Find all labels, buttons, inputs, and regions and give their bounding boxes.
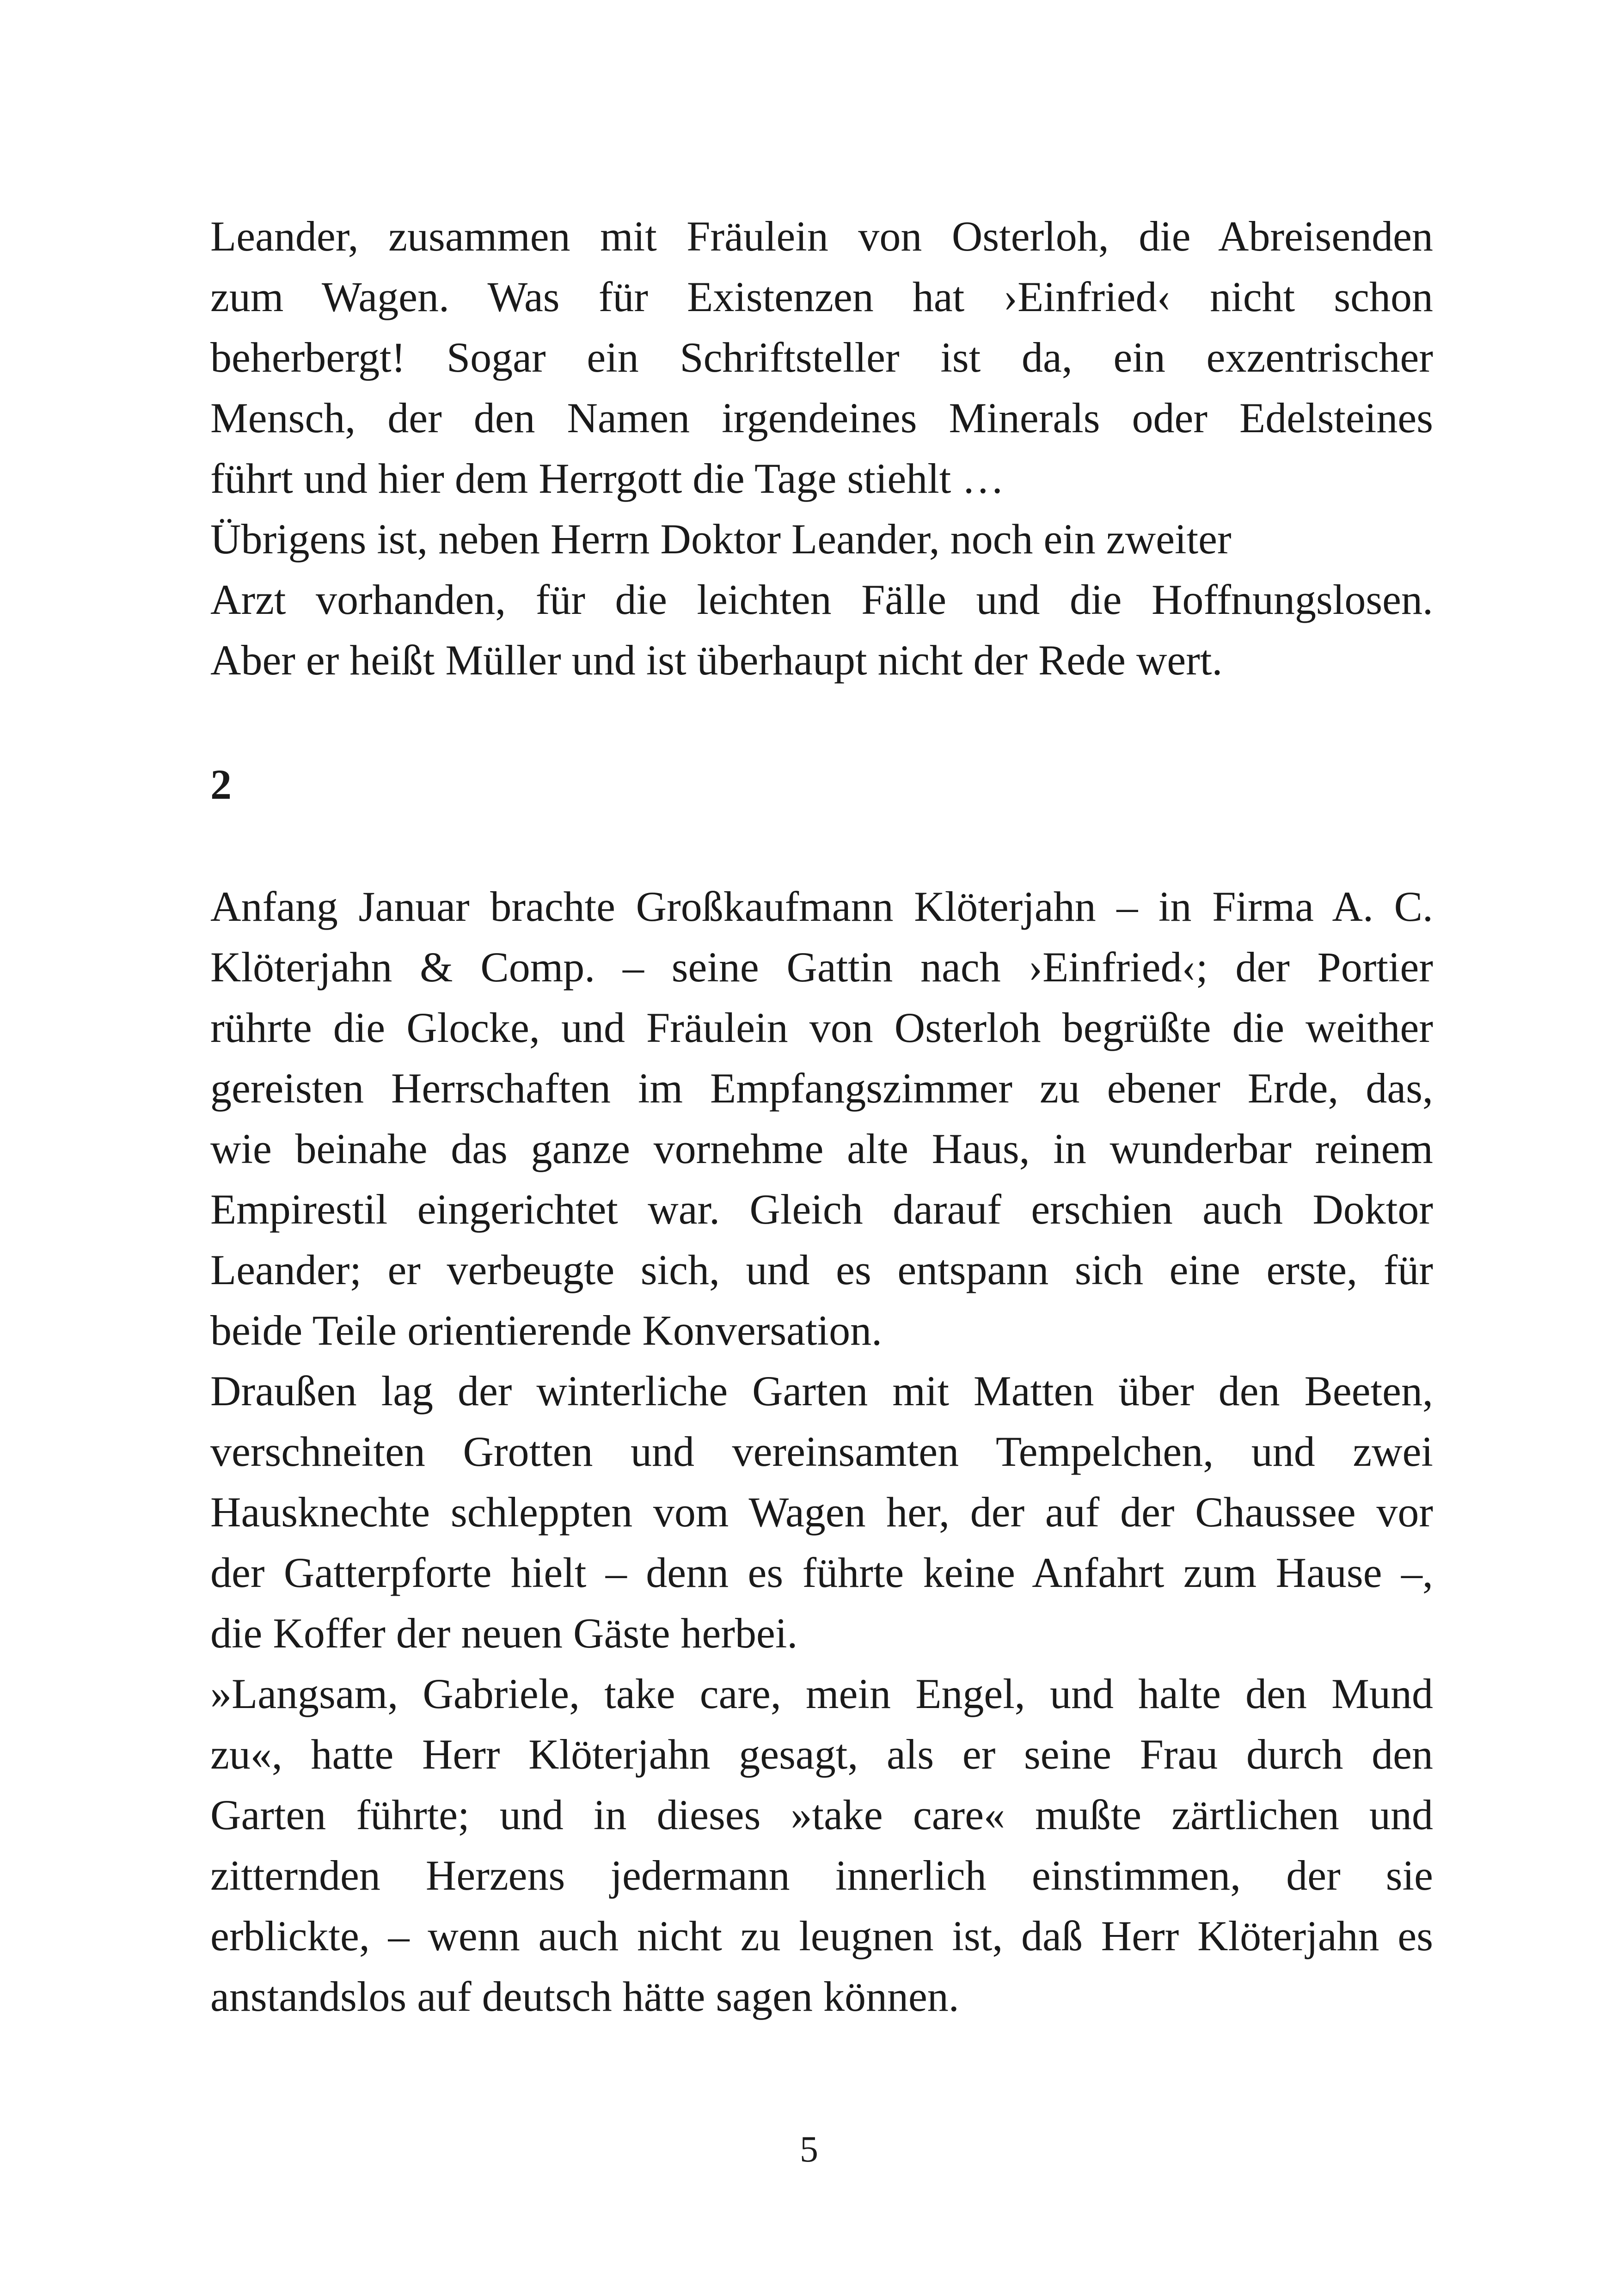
text-line: Arzt vorhanden, für die leichten Fälle und die Hoffnungslosen. <box>210 576 1433 623</box>
page-number: 5 <box>800 2129 818 2170</box>
paragraph <box>210 1664 1433 2027</box>
text-line: Leander; er verbeugte sich, und es entspann sich eine erste, für <box>210 1246 1433 1293</box>
text-line: Garten führte; und in dieses »take care« mußte zärtlichen und <box>210 1791 1433 1838</box>
text-line: die Koffer der neuen Gäste herbei. <box>210 1610 798 1657</box>
text-block-chapter <box>210 876 1433 2027</box>
text-line: rührte die Glocke, und Fräulein von Osterloh begrüßte die weither <box>210 1004 1433 1051</box>
text-line: Übrigens ist, neben Herrn Doktor Leander, noch ein zweiter <box>210 515 1232 563</box>
text-line: Klöterjahn & Comp. – seine Gattin nach ›Einfried‹; der Portier <box>210 943 1433 991</box>
text-line: anstandslos auf deutsch hätte sagen können. <box>210 1973 959 2020</box>
paragraph <box>210 509 1433 691</box>
text-line: wie beinahe das ganze vornehme alte Haus, in wunderbar reinem <box>210 1125 1433 1172</box>
paragraph <box>210 876 1433 1361</box>
text-line: Anfang Januar brachte Großkaufmann Klöterjahn – in Firma A. C. <box>210 883 1433 930</box>
text-line: Empirestil eingerichtet war. Gleich darauf erschien auch Doktor <box>210 1186 1433 1233</box>
text-line: Leander, zusammen mit Fräulein von Osterloh, die Abreisenden <box>210 213 1433 260</box>
text-line: »Langsam, Gabriele, take care, mein Engel, und halte den Mund <box>210 1670 1433 1717</box>
paragraph <box>210 206 1433 509</box>
text-line: erblickte, – wenn auch nicht zu leugnen ist, daß Herr Klöterjahn es <box>210 1912 1433 1959</box>
text-line: der Gatterpforte hielt – denn es führte keine Anfahrt zum Hause –, <box>210 1549 1433 1596</box>
text-line: Aber er heißt Müller und ist überhaupt nicht der Rede wert. <box>210 637 1223 684</box>
text-line: Hausknechte schleppten vom Wagen her, der auf der Chaussee vor <box>210 1488 1433 1536</box>
text-line: beherbergt! Sogar ein Schriftsteller ist da, ein exzentrischer <box>210 334 1433 381</box>
text-line: zum Wagen. Was für Existenzen hat ›Einfried‹ nicht schon <box>210 273 1433 320</box>
text-line: Mensch, der den Namen irgendeines Minerals oder Edelsteines <box>210 394 1433 441</box>
text-line: Draußen lag der winterliche Garten mit Matten über den Beeten, <box>210 1367 1433 1414</box>
chapter-number: 2 <box>210 761 232 808</box>
text-line: zu«, hatte Herr Klöterjahn gesagt, als er seine Frau durch den <box>210 1731 1433 1778</box>
text-line: führt und hier dem Herrgott die Tage stiehlt … <box>210 455 1005 502</box>
paragraph <box>210 1361 1433 1664</box>
text-line: zitternden Herzens jedermann innerlich einstimmen, der sie <box>210 1852 1433 1899</box>
text-line: beide Teile orientierende Konversation. <box>210 1307 883 1354</box>
text-line: verschneiten Grotten und vereinsamten Tempelchen, und zwei <box>210 1428 1433 1475</box>
text-block-top <box>210 206 1433 691</box>
text-line: gereisten Herrschaften im Empfangszimmer zu ebener Erde, das, <box>210 1065 1433 1112</box>
